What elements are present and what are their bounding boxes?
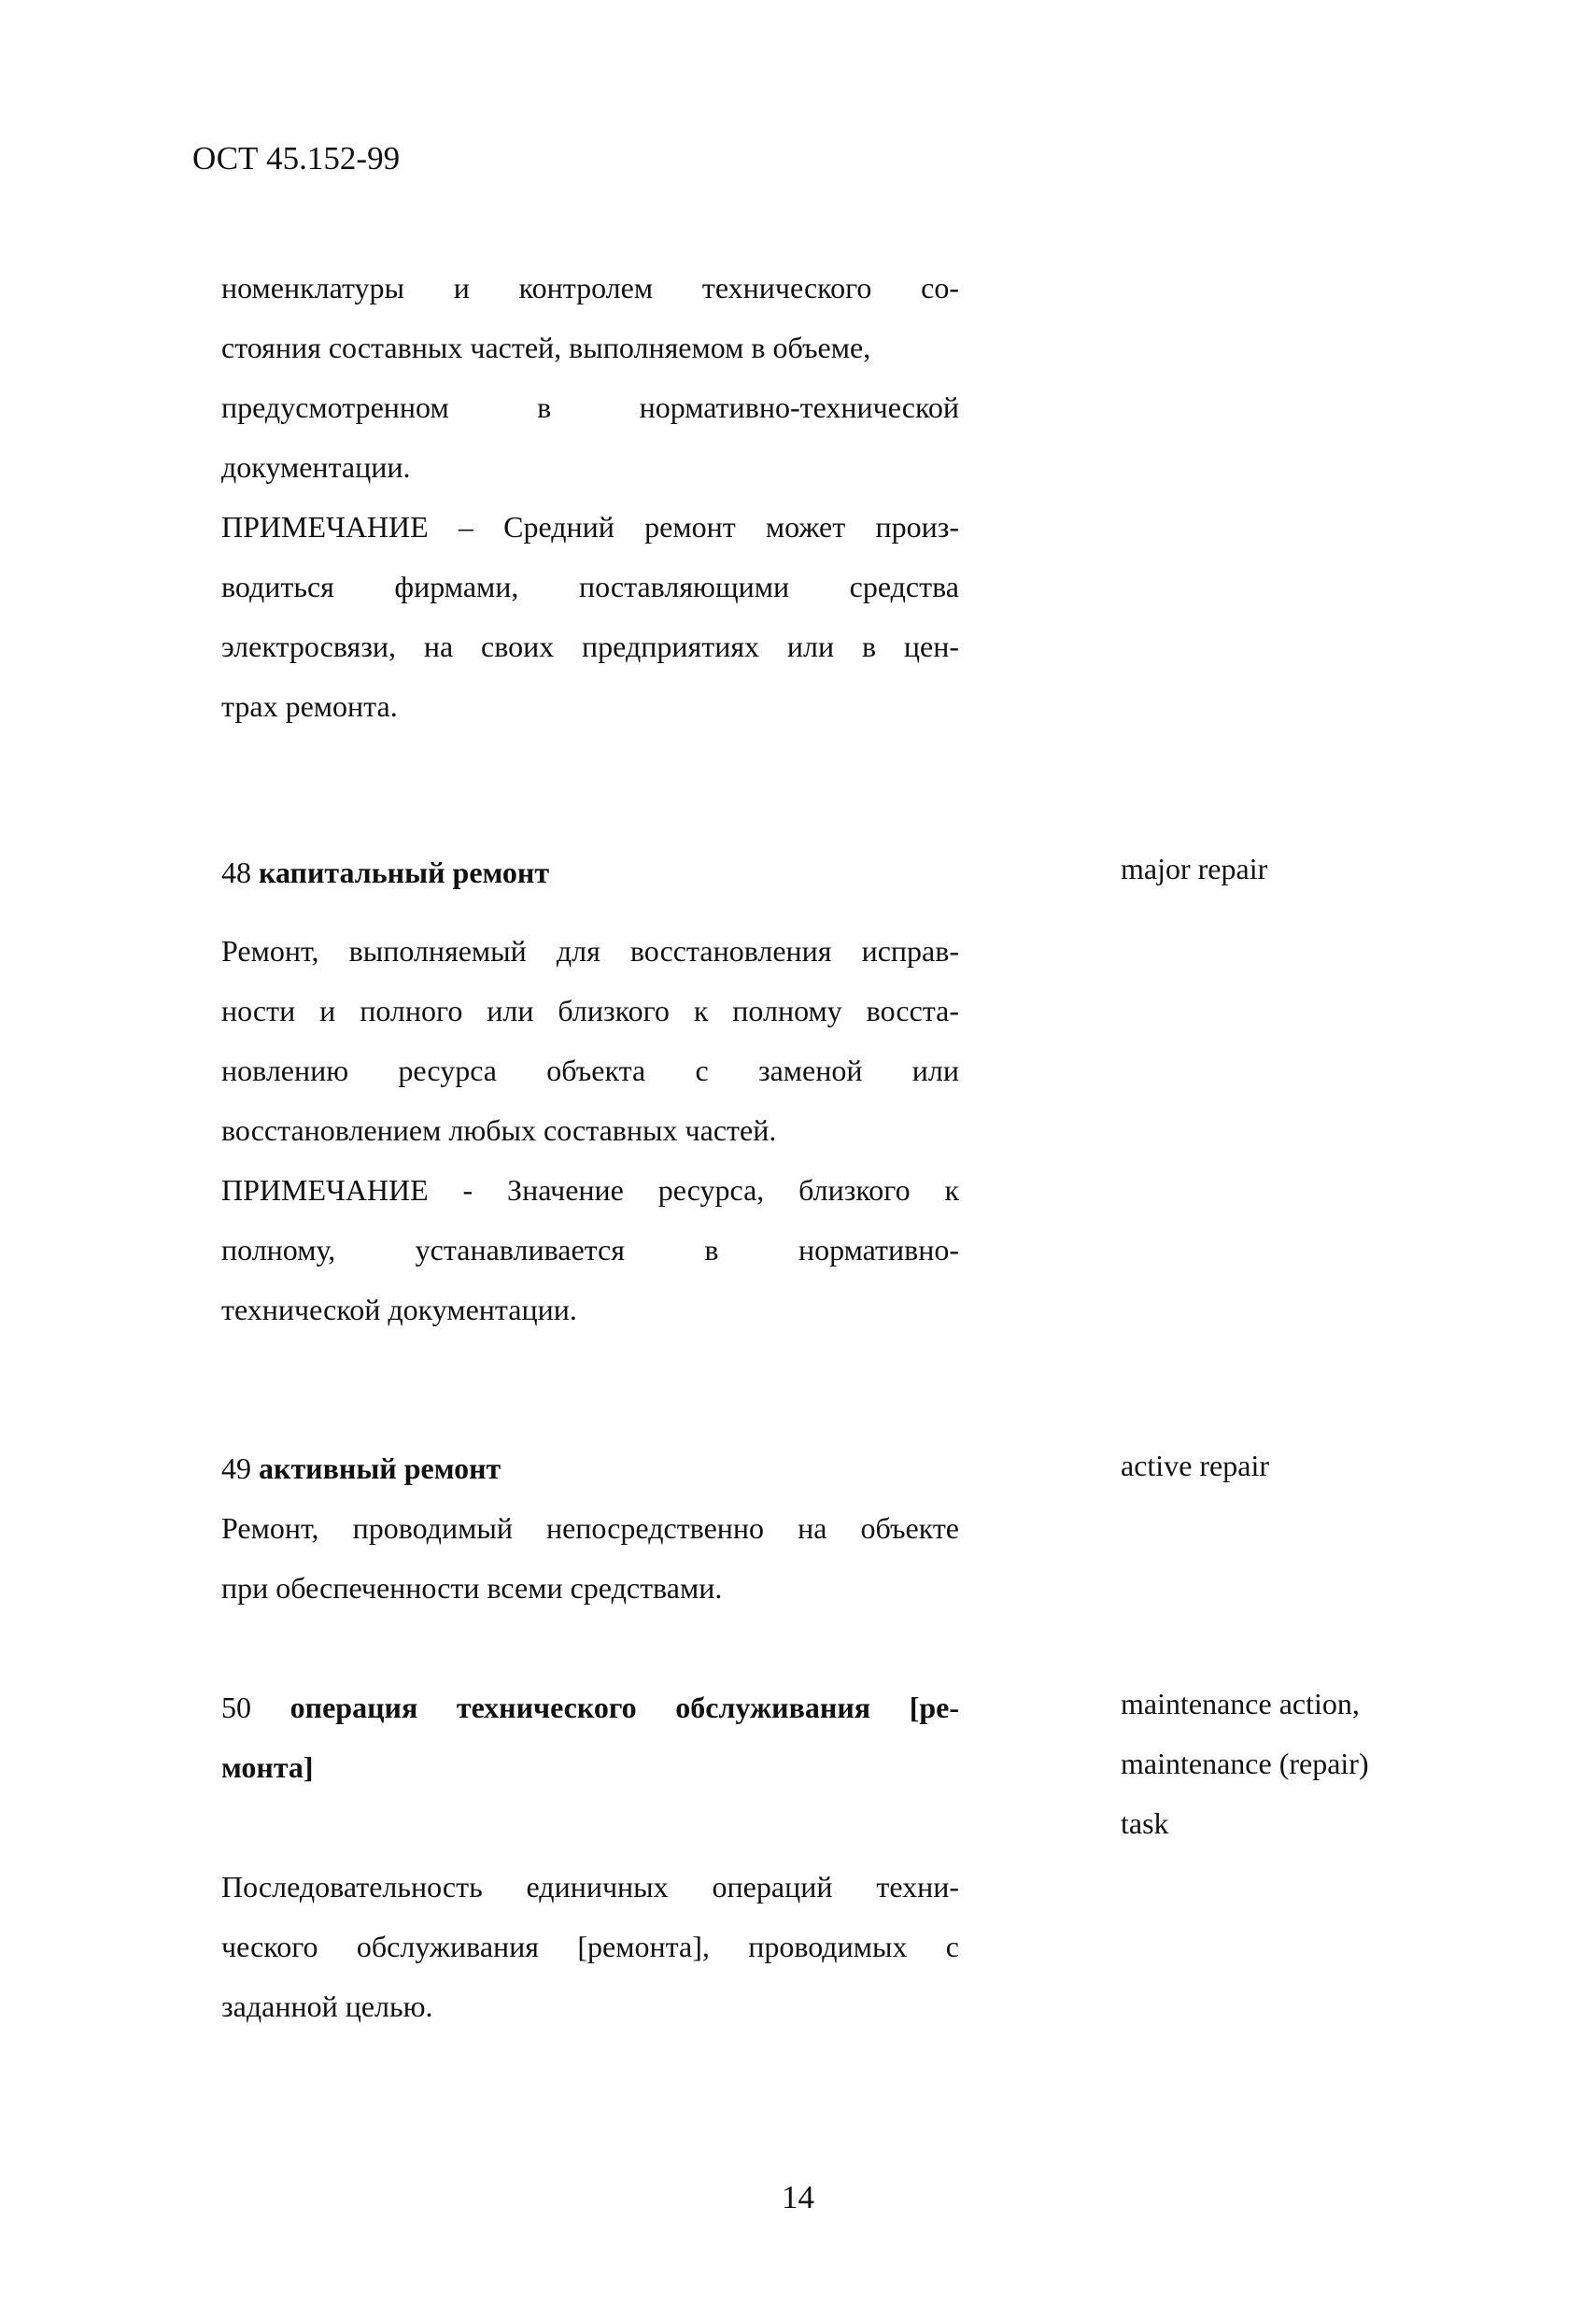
text-line: стояния составных частей, выполняемом в объеме, [221,331,871,364]
definition-line: новлению ресурса объекта с заменой или [221,1054,959,1087]
page-number: 14 [782,2179,814,2215]
term-50-heading [221,1677,959,1797]
term-number: 48 [221,856,251,889]
term-title: операция технического обслуживания [ре- [290,1691,960,1724]
text-line: предусмотренном в нормативно-технической [221,390,959,424]
note-line: ПРИМЕЧАНИЕ - Значение ресурса, близкого к [221,1173,959,1207]
text-line: номенклатуры и контролем технического со- [221,271,959,304]
continuation-text [221,258,959,736]
term-49-definition [221,1498,959,1618]
term-48-heading [221,842,959,902]
term-48-definition [221,921,959,1339]
term-title: капитальный ремонт [259,856,550,889]
note-line: трах ремонта. [221,689,398,723]
note-line: электросвязи, на своих предприятиях или в цен- [221,630,959,663]
note-line: полному, устанавливается в нормативно- [221,1233,959,1267]
english-term: major repair [1121,852,1268,885]
note-line: водиться фирмами, поставляющими средства [221,570,959,603]
definition-line: ческого обслуживания [ремонта], проводимых с [221,1930,959,1963]
term-48-english [1121,839,1267,899]
english-term: maintenance action, [1121,1687,1360,1720]
english-term: task [1121,1806,1169,1840]
term-50-english [1121,1674,1369,1853]
definition-line: восстановлением любых составных частей. [221,1113,777,1147]
term-number: 50 [221,1691,251,1724]
term-number: 49 [221,1451,251,1485]
definition-line: ности и полного или близкого к полному восста- [221,994,959,1027]
term-title: активный ремонт [259,1451,501,1485]
text-line: документации. [221,450,411,484]
definition-line: Ремонт, проводимый непосредственно на объекте [221,1511,959,1545]
definition-line: при обеспеченности всеми средствами. [221,1571,723,1605]
note-line: технической документации. [221,1293,577,1326]
english-term: maintenance (repair) [1121,1747,1369,1780]
term-50-definition [221,1857,959,2036]
term-title-continuation: монта] [221,1750,314,1784]
term-49-heading [221,1438,959,1498]
definition-line: Последовательность единичных операций техни- [221,1870,959,1904]
definition-line: заданной целью. [221,1989,433,2023]
term-49-english [1121,1436,1269,1495]
document-code: ОСТ 45.152-99 [192,140,401,177]
note-line: ПРИМЕЧАНИЕ – Средний ремонт может произ- [221,510,959,544]
definition-line: Ремонт, выполняемый для восстановления исправ- [221,934,959,968]
english-term: active repair [1121,1449,1269,1482]
